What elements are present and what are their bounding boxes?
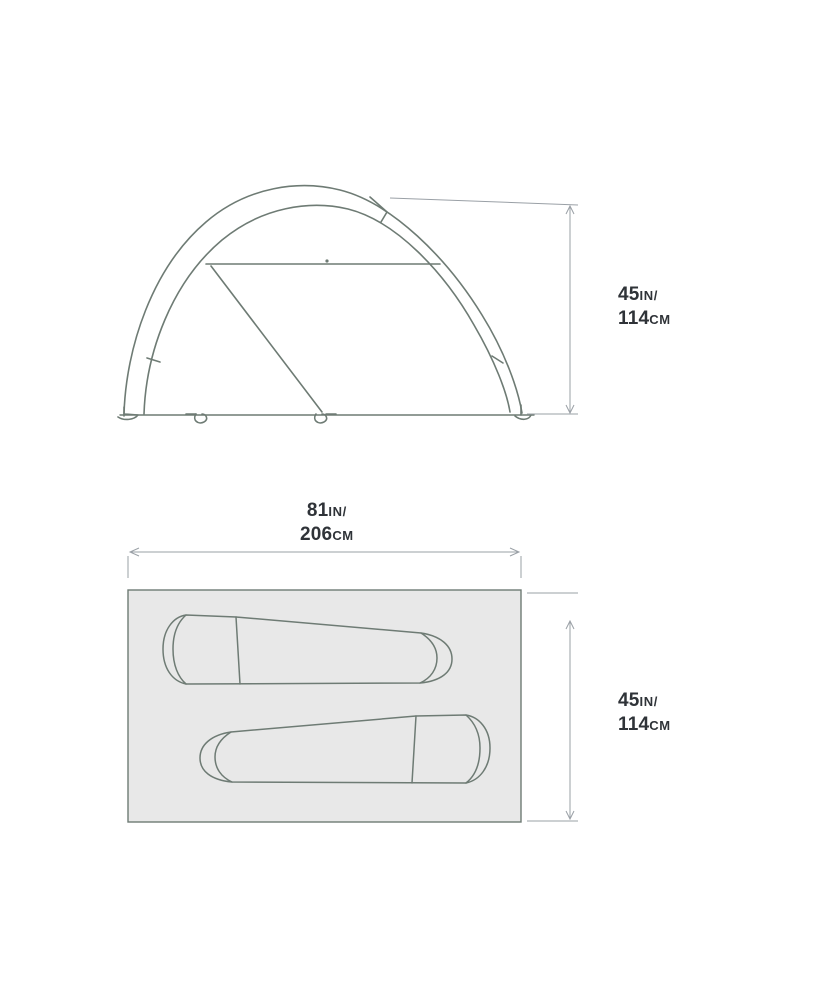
plan-width-label <box>300 499 354 548</box>
elevation-height-imperial <box>618 283 671 307</box>
plan-depth-imperial <box>618 689 671 713</box>
tent-door-arc <box>144 205 510 414</box>
elevation-height-metric-value: 114 <box>618 308 650 330</box>
plan-depth-label <box>618 689 671 738</box>
plan-width-imperial <box>300 499 354 523</box>
plan-width-imperial-unit: IN/ <box>328 504 347 519</box>
side-elevation-view <box>118 186 534 423</box>
plan-depth-metric <box>618 713 671 737</box>
plan-width-metric-value: 206 <box>300 524 333 546</box>
ext-line-top <box>390 198 578 205</box>
elevation-height-metric-unit: CM <box>649 312 671 328</box>
elevation-height-label <box>618 283 671 332</box>
elevation-height-metric <box>618 307 671 331</box>
plan-width-metric <box>300 523 354 547</box>
elevation-height-imperial-unit: IN/ <box>639 288 658 303</box>
right-stake <box>515 405 531 419</box>
tent-canopy-outline <box>124 186 522 414</box>
elevation-height-imperial-value: 45 <box>618 284 640 305</box>
plan-width-imperial-value: 81 <box>306 500 329 521</box>
plan-depth-imperial-value: 45 <box>618 690 640 711</box>
left-stake <box>118 407 138 419</box>
pole-joint-left <box>147 358 160 362</box>
plan-depth-metric-unit: CM <box>649 718 671 734</box>
plan-width-metric-unit: CM <box>332 528 354 544</box>
vent-point <box>325 259 328 262</box>
plan-depth-dimension <box>527 593 578 821</box>
brace-line <box>211 266 322 412</box>
elevation-height-dimension <box>390 198 578 414</box>
plan-depth-imperial-unit: IN/ <box>639 694 658 709</box>
plan-width-dimension <box>128 548 521 578</box>
plan-depth-metric-value: 114 <box>618 714 650 736</box>
